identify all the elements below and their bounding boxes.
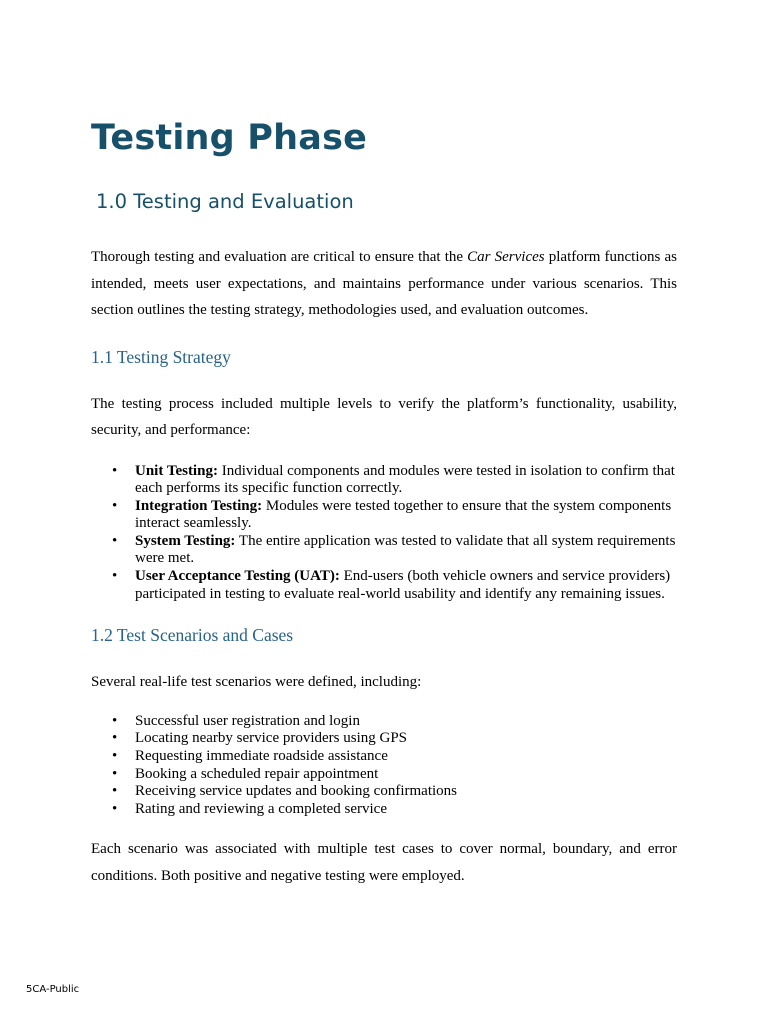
list-item: • Booking a scheduled repair appointment: [135, 766, 677, 784]
list-item-text: Modules were tested together to ensure that the system components interact seamlessly.: [135, 497, 672, 532]
list-item: [135, 498, 677, 533]
list-item: • Receiving service updates and booking confirmations: [135, 783, 677, 801]
list-item: [135, 463, 677, 498]
intro-text-after: platform functions as intended, meets user expectations, and maintains performance under various scenarios. This section outlines the testing strategy, methodologies used, and evaluation outcomes.: [91, 249, 677, 318]
section-heading: 1.0 Testing and Evaluation: [96, 190, 354, 213]
scenarios-intro-paragraph: Several real-life test scenarios were defined, including:: [91, 674, 422, 691]
intro-paragraph: [91, 244, 677, 324]
list-item-term: Integration Testing:: [135, 497, 263, 514]
list-item: [135, 533, 677, 568]
list-item: • Successful user registration and login: [135, 713, 677, 731]
list-item-text: The entire application was tested to validate that all system requirements were met.: [135, 532, 676, 567]
classification-label: 5CA-Public: [26, 984, 80, 995]
page-content: [91, 112, 677, 889]
list-item: • Locating nearby service providers using GPS: [135, 730, 677, 748]
testing-types-list: [91, 463, 677, 604]
scenarios-list: [91, 713, 677, 819]
list-item-term: User Acceptance Testing (UAT):: [135, 568, 340, 585]
page-title: Testing Phase: [91, 118, 368, 158]
list-item-text: Individual components and modules were tested in isolation to confirm that each performs its specific function correctly.: [135, 462, 675, 497]
scenarios-heading: 1.2 Test Scenarios and Cases: [91, 625, 294, 646]
list-item: • Requesting immediate roadside assistance: [135, 748, 677, 766]
scenarios-closing-paragraph: Each scenario was associated with multiple test cases to cover normal, boundary, and error conditions. Both positive and negative testing were employed.: [91, 841, 677, 884]
strategy-intro-paragraph: The testing process included multiple levels to verify the platform’s functionality, usability, security, and performance:: [91, 395, 677, 438]
list-item-term: Unit Testing:: [135, 462, 218, 479]
list-item: • Rating and reviewing a completed service: [135, 801, 677, 819]
list-item-term: System Testing:: [135, 532, 236, 549]
list-item: [135, 568, 677, 603]
intro-text-before: Thorough testing and evaluation are critical to ensure that the: [91, 249, 468, 265]
list-item-text: End-users (both vehicle owners and service providers) participated in testing to evaluate real-world usability and identify any remaining issues.: [135, 568, 671, 602]
intro-emphasis: Car Services: [467, 249, 545, 265]
strategy-heading: 1.1 Testing Strategy: [91, 346, 231, 367]
